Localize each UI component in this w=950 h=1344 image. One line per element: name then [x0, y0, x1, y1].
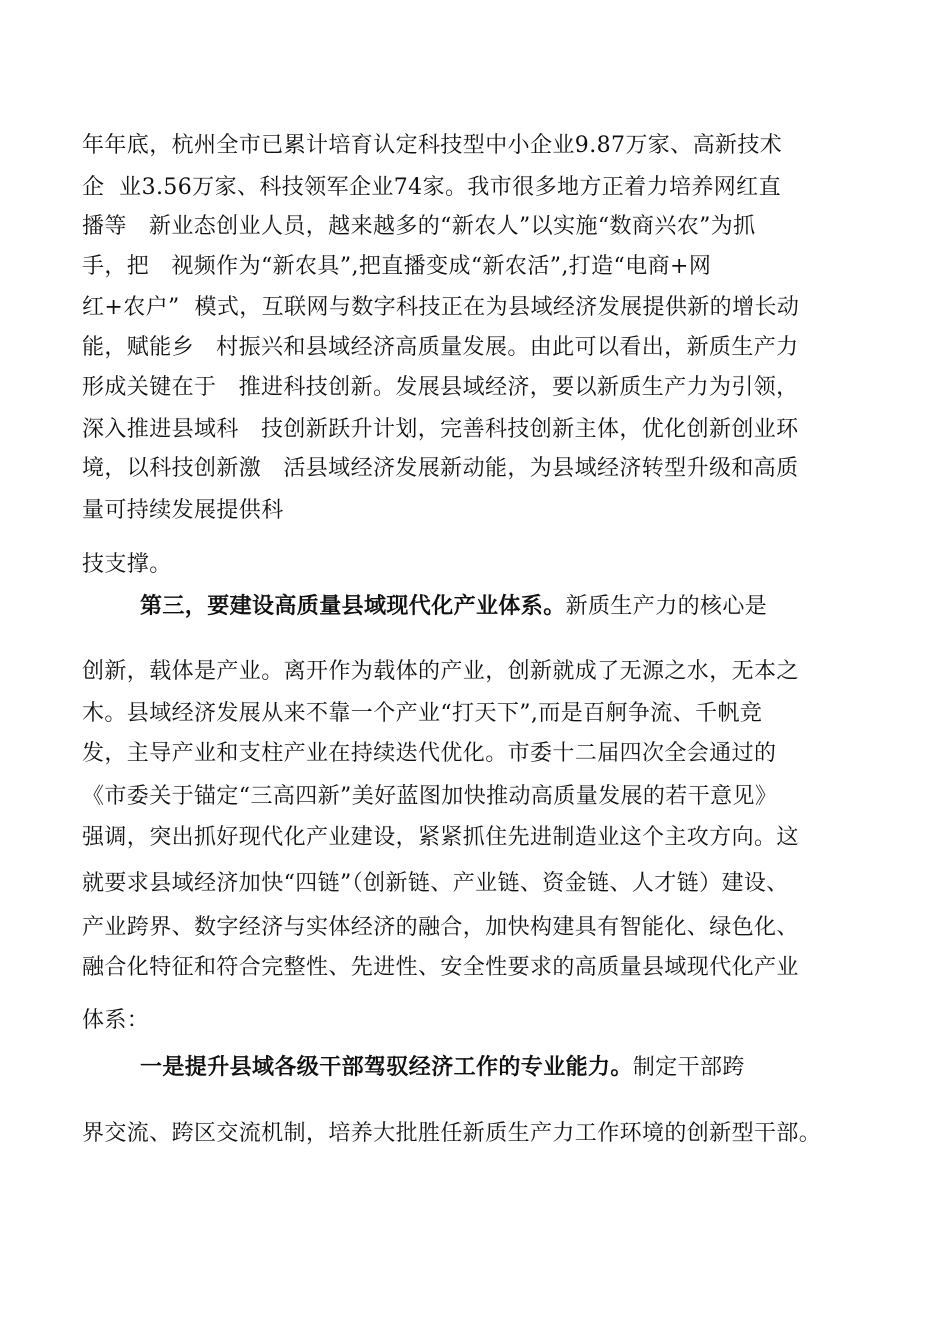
- body-text-line: 就要求县域经济加快“四链”（创新链、产业链、资金链、人才链）建设、: [82, 871, 789, 896]
- section-heading-rest: 新质生产力的核心是: [565, 594, 768, 619]
- point-heading-rest: 制定干部跨: [632, 1055, 745, 1080]
- body-text-line: 境，以科技创新激 活县域经济发展新动能，为县域经济转型升级和高质: [82, 456, 799, 481]
- body-text-line: 量可持续发展提供科: [82, 498, 284, 523]
- section-heading-bold: 第三，要建设高质量县域现代化产业体系。: [140, 593, 566, 619]
- body-text-line: 强调，突出抓好现代化产业建设，紧紧抓住先进制造业这个主攻方向。这: [82, 825, 799, 850]
- body-text-line: 创新，载体是产业。离开作为载体的产业，创新就成了无源之水，无本之: [82, 659, 799, 684]
- body-text-line: 年年底，杭州全市已累计培育认定科技型中小企业9.87万家、高新技术: [82, 133, 783, 158]
- point-heading-line: [140, 1052, 745, 1083]
- body-text-line: 技支撑。: [82, 552, 172, 577]
- body-text-line: 融合化特征和符合完整性、先进性、安全性要求的高质量县域现代化产业: [82, 955, 799, 980]
- body-text-line: 产业跨界、数字经济与实体经济的融合，加快构建具有智能化、绿色化、: [82, 915, 799, 940]
- body-text-line: 木。县域经济发展从来不靠一个产业“打天下”,而是百舸争流、千帆竞: [82, 701, 763, 726]
- section-heading-line: [140, 591, 767, 622]
- body-text-line: 能，赋能乡 村振兴和县域经济高质量发展。由此可以看出，新质生产力: [82, 335, 799, 360]
- point-heading-bold: 一是提升县域各级干部驾驭经济工作的专业能力。: [140, 1054, 633, 1080]
- body-text-line: 深入推进县域科 技创新跃升计划，完善科技创新主体，优化创新创业环: [82, 417, 799, 442]
- body-text-line: 播等 新业态创业人员，越来越多的“新农人”以实施“数商兴农”为抓: [82, 214, 756, 239]
- body-text-line: 《市委关于锚定“三高四新”美好蓝图加快推动高质量发展的若干意见》: [82, 784, 778, 809]
- body-text-line: 形成关键在于 推进科技创新。发展县域经济，要以新质生产力为引领，: [82, 375, 799, 400]
- body-text-line: 界交流、跨区交流机制，培养大批胜任新质生产力工作环境的创新型干部。: [82, 1121, 822, 1146]
- body-text-line: 手，把 视频作为“新农具”,把直播变成“新农活”,打造“电商+网: [82, 254, 712, 279]
- body-text-line: 发，主导产业和支柱产业在持续迭代优化。市委十二届四次全会通过的: [82, 741, 777, 766]
- body-text-line: 企 业3.56万家、科技领军企业74家。我市很多地方正着力培养网红直: [82, 175, 781, 200]
- body-text-line: 体系：: [82, 1008, 150, 1033]
- body-text-line: 红+农户” 模式，互联网与数字科技正在为县域经济发展提供新的增长动: [82, 295, 800, 320]
